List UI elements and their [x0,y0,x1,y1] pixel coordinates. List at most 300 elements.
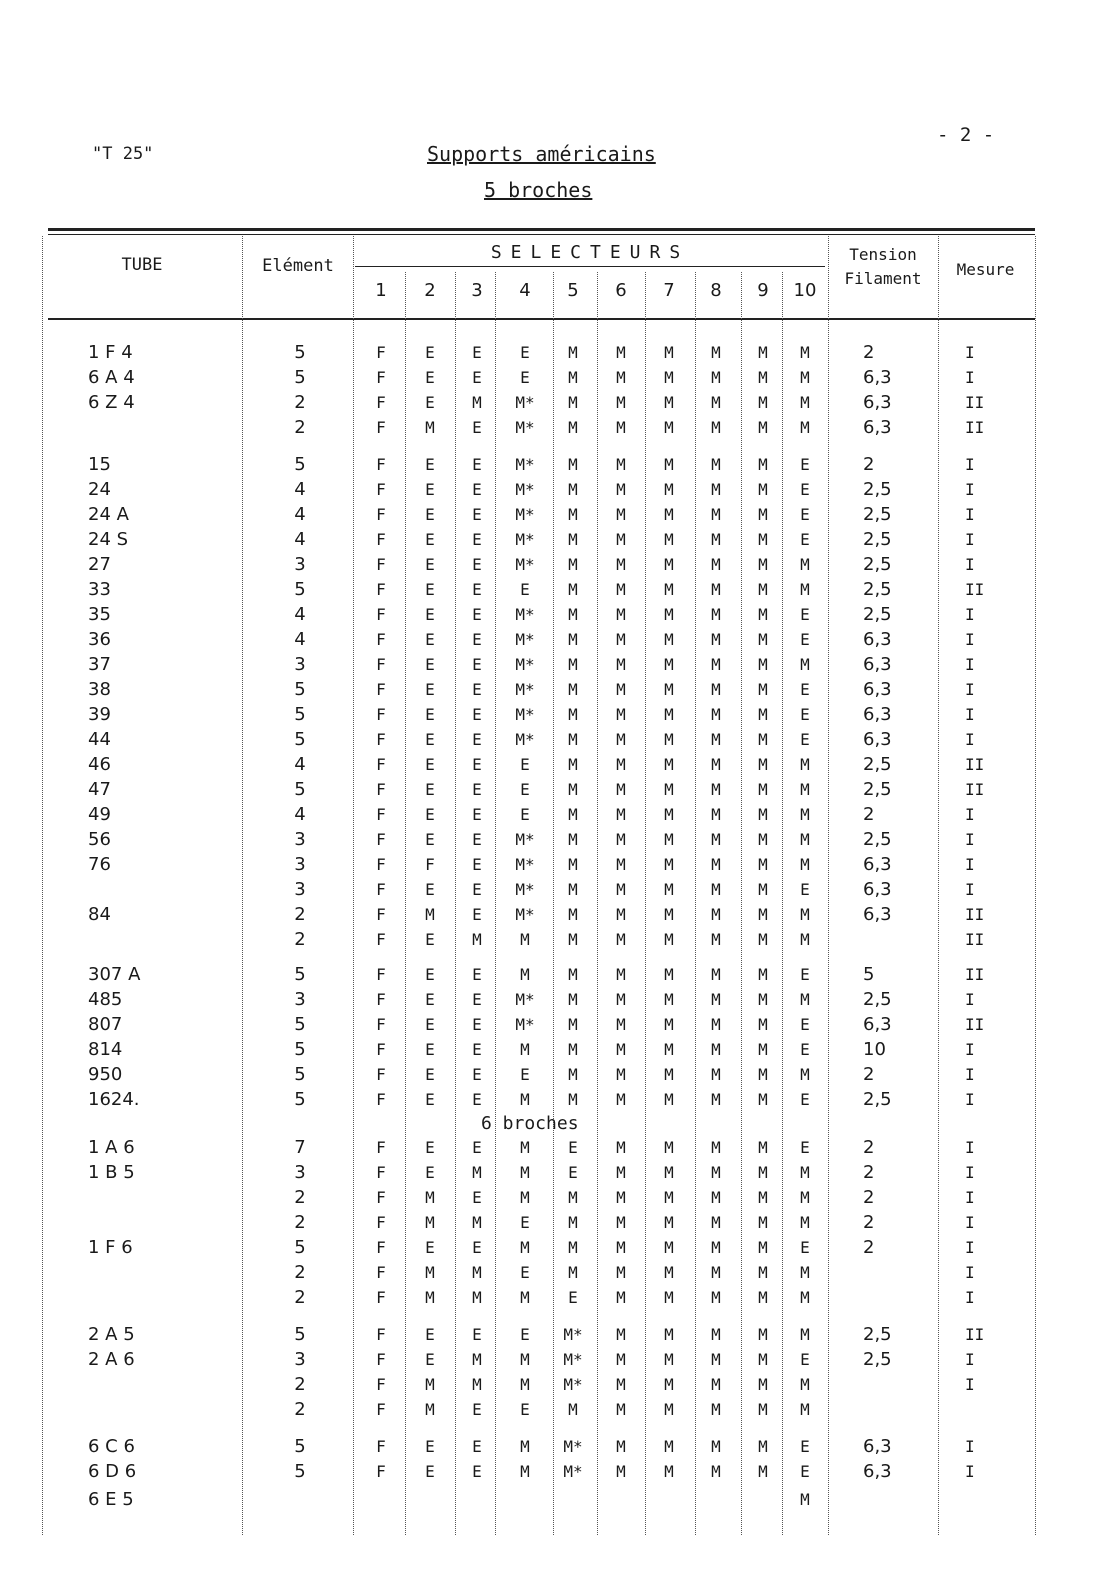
selector-cell: E [472,1400,482,1419]
selector-cell: M* [515,480,535,499]
mesure-cell: I [965,1213,975,1232]
selector-cell: M [616,1400,626,1419]
header-tension-line1: Tension [849,245,917,264]
selector-cell: M [758,455,768,474]
mesure-cell: I [965,630,975,649]
selector-cell: M [711,1350,721,1369]
tube-cell: 6 C 6 [88,1436,135,1457]
header-tension-line2: Filament [844,269,922,288]
mesure-cell: I [965,880,975,899]
selector-cell: F [376,455,386,474]
tube-cell: 1 A 6 [88,1137,135,1158]
selector-cell: M [758,1213,768,1232]
selector-cell: M [758,1015,768,1034]
selector-cell: M [616,730,626,749]
selector-cell: M [800,1213,810,1232]
selector-cell: F [376,1238,386,1257]
selector-cell: M [711,830,721,849]
selector-number: 3 [471,280,483,301]
selector-cell: M* [563,1375,583,1394]
selector-cell: E [425,1015,435,1034]
tension-cell: 6,3 [863,417,892,438]
tube-cell: 47 [88,779,111,800]
selector-cell: M [758,1040,768,1059]
tube-cell: 38 [88,679,111,700]
selector-cell: M [711,755,721,774]
selector-cell: M [616,368,626,387]
element-cell: 5 [294,729,306,750]
selector-number: 9 [757,280,769,301]
selector-cell: E [520,580,530,599]
element-cell: 5 [294,1237,306,1258]
mesure-cell: II [965,905,985,924]
selector-cell: E [568,1288,578,1307]
selector-cell: M [800,780,810,799]
selector-cell: E [472,605,482,624]
selector-cell: F [376,990,386,1009]
selector-cell: M [800,990,810,1009]
tension-cell: 2,5 [863,479,892,500]
selector-cell: M [758,905,768,924]
tension-cell: 6,3 [863,904,892,925]
tension-cell: 6,3 [863,392,892,413]
selector-cell: M [664,393,674,412]
selector-cell: M [616,1015,626,1034]
selector-cell: E [425,705,435,724]
selector-cell: E [800,480,810,499]
selector-cell: M [664,1263,674,1282]
selector-cell: M [800,930,810,949]
element-cell: 5 [294,367,306,388]
mesure-cell: I [965,1437,975,1456]
selector-cell: E [425,580,435,599]
selector-cell: M [664,680,674,699]
selector-cell: E [472,343,482,362]
selector-cell: M* [515,830,535,849]
selector-cell: E [425,805,435,824]
selector-cell: F [376,1437,386,1456]
selector-cell: M [568,630,578,649]
selector-cell: E [472,705,482,724]
tension-cell: 2 [863,1237,875,1258]
selector-cell: E [472,580,482,599]
column-divider [938,236,939,1535]
header-bottom-rule [48,318,1035,320]
selector-cell: M [425,418,435,437]
tension-cell: 6,3 [863,367,892,388]
selector-cell: E [472,1065,482,1084]
mesure-cell: I [965,805,975,824]
selector-cell: E [800,530,810,549]
selector-cell: M [758,990,768,1009]
selector-cell: M [664,580,674,599]
tube-cell: 1624. [88,1089,140,1110]
selector-cell: M [758,1462,768,1481]
selector-cell: F [376,855,386,874]
selector-cell: E [472,368,482,387]
column-divider [455,272,456,1535]
tension-cell: 2 [863,1187,875,1208]
mesure-cell: I [965,680,975,699]
selector-cell: M [568,580,578,599]
selector-cell: M [472,393,482,412]
selector-cell: M [664,1138,674,1157]
selector-cell: E [425,393,435,412]
selector-cell: M [616,930,626,949]
element-cell: 5 [294,579,306,600]
selector-cell: E [800,630,810,649]
selector-cell: M [664,418,674,437]
selector-cell: M [664,855,674,874]
element-cell: 4 [294,754,306,775]
selector-cell: M [800,1375,810,1394]
selector-cell: M [425,1188,435,1207]
tension-cell: 2,5 [863,1349,892,1370]
header-mesure: Mesure [956,260,1015,279]
selector-cell: M [711,1437,721,1456]
selector-cell: E [425,343,435,362]
selector-cell: M [568,530,578,549]
mesure-cell: I [965,1188,975,1207]
selector-cell: E [425,605,435,624]
selector-cell: E [472,505,482,524]
selector-cell: M [568,705,578,724]
tension-cell: 6,3 [863,654,892,675]
selector-cell: M [800,655,810,674]
selector-cell: M [664,905,674,924]
tension-cell: 6,3 [863,879,892,900]
selector-cell: M [568,555,578,574]
selector-cell: M [664,930,674,949]
selector-cell: M [664,730,674,749]
mesure-cell: I [965,1263,975,1282]
mesure-cell: II [965,580,985,599]
selector-cell: M [800,855,810,874]
selector-number: 4 [519,280,531,301]
selector-cell: E [800,705,810,724]
selector-cell: M [711,1188,721,1207]
selector-cell: M [664,1163,674,1182]
selector-cell: M [711,930,721,949]
selector-cell: M [758,343,768,362]
selector-number: 1 [375,280,387,301]
selector-cell: M [664,755,674,774]
selector-cell: E [425,1325,435,1344]
selector-cell: M [616,605,626,624]
tension-cell: 2,5 [863,779,892,800]
selector-cell: M [616,1375,626,1394]
tension-cell: 6,3 [863,729,892,750]
selector-cell: M [711,805,721,824]
selector-cell: E [800,1350,810,1369]
selector-cell: F [376,1065,386,1084]
selector-cell: F [376,905,386,924]
selector-cell: M [568,755,578,774]
selector-cell: E [472,805,482,824]
selector-cell: E [520,1400,530,1419]
tension-cell: 2,5 [863,554,892,575]
selector-cell: M [711,1213,721,1232]
selector-cell: M [568,930,578,949]
selector-cell: E [800,1138,810,1157]
selector-cell: M [711,480,721,499]
tension-cell: 2,5 [863,1324,892,1345]
table-top-rule [48,228,1035,231]
selector-cell: M [800,555,810,574]
selector-cell: M [568,1400,578,1419]
selector-cell: F [376,1400,386,1419]
column-divider [597,272,598,1535]
tension-cell: 2,5 [863,989,892,1010]
mesure-cell: I [965,1040,975,1059]
selector-cell: M [758,805,768,824]
selector-cell: E [800,505,810,524]
selector-cell: M [472,1163,482,1182]
selector-cell: M [616,1213,626,1232]
selector-cell: M [664,1325,674,1344]
element-cell: 2 [294,1212,306,1233]
selector-cell: M [616,1163,626,1182]
selector-cell: F [376,1138,386,1157]
selector-cell: M [664,605,674,624]
mesure-cell: II [965,393,985,412]
selector-cell: F [376,880,386,899]
selector-cell: M [711,605,721,624]
element-cell: 5 [294,679,306,700]
selector-cell: M [664,655,674,674]
selector-cell: M [711,1263,721,1282]
selector-cell: M* [515,530,535,549]
element-cell: 3 [294,1349,306,1370]
selector-cell: F [376,1015,386,1034]
selector-cell: M [616,755,626,774]
column-divider [741,272,742,1535]
selector-cell: M [472,1288,482,1307]
selector-cell: M [520,1090,530,1109]
selector-cell: E [472,1188,482,1207]
mesure-cell: I [965,990,975,1009]
selector-cell: M [520,1138,530,1157]
selector-cell: E [425,505,435,524]
tension-cell: 2,5 [863,604,892,625]
selector-cell: M [758,655,768,674]
selector-cell: F [376,680,386,699]
selector-cell: E [425,1090,435,1109]
selector-cell: M* [563,1325,583,1344]
selector-cell: M [758,1090,768,1109]
selector-cell: E [472,965,482,984]
selector-cell: M [616,880,626,899]
selector-cell: E [472,530,482,549]
selector-cell: M [664,555,674,574]
selector-cell: M [800,905,810,924]
selector-cell: E [800,680,810,699]
section-title-5-broches: 5 broches [484,178,593,202]
selector-cell: M [711,780,721,799]
tube-cell: 307 A [88,964,141,985]
selector-cell: M [800,343,810,362]
selector-cell: M [758,1375,768,1394]
column-divider [828,236,829,1535]
selector-cell: F [376,1188,386,1207]
selector-cell: M [520,1437,530,1456]
selector-cell: F [376,1263,386,1282]
selector-cell: M [568,830,578,849]
selector-cell: M [520,1375,530,1394]
selector-cell: M [568,505,578,524]
tube-cell: 485 [88,989,123,1010]
selector-cell: M [664,1065,674,1084]
mesure-cell: I [965,605,975,624]
selector-cell: M* [515,418,535,437]
selector-cell: E [520,780,530,799]
selector-cell: E [472,1325,482,1344]
selector-cell: M [758,705,768,724]
selector-cell: F [376,830,386,849]
tube-cell: 1 F 6 [88,1237,133,1258]
selector-cell: M [568,880,578,899]
selector-cell: F [376,505,386,524]
selector-cell: M [616,393,626,412]
tension-cell: 2 [863,804,875,825]
element-cell: 4 [294,479,306,500]
selector-cell: M [711,1015,721,1034]
selector-cell: E [520,343,530,362]
selector-cell: E [800,1015,810,1034]
selector-number: 10 [793,280,817,301]
selector-cell: M [664,1288,674,1307]
selector-cell: M [758,1288,768,1307]
tube-cell: 24 [88,479,111,500]
tube-cell: 2 A 5 [88,1324,135,1345]
selector-cell: M [758,480,768,499]
selector-cell: E [472,1090,482,1109]
selector-cell: M [758,393,768,412]
selector-cell: M [616,1090,626,1109]
selector-cell: M [758,730,768,749]
selector-cell: M [800,580,810,599]
selector-cell: M [568,1213,578,1232]
selector-cell: E [472,480,482,499]
mesure-cell: I [965,1163,975,1182]
selector-cell: M [758,1325,768,1344]
selector-cell: M [472,930,482,949]
column-divider [42,236,43,1535]
tube-cell: 49 [88,804,111,825]
tube-cell: 37 [88,654,111,675]
selector-cell: M [568,455,578,474]
tube-cell: 1 B 5 [88,1162,135,1183]
element-cell: 2 [294,1374,306,1395]
tube-cell: 6 D 6 [88,1461,137,1482]
selector-cell: M* [515,855,535,874]
selector-cell: M [711,630,721,649]
element-cell: 4 [294,604,306,625]
selector-cell: M [711,1163,721,1182]
element-cell: 5 [294,779,306,800]
mesure-cell: I [965,480,975,499]
selector-cell: M [711,505,721,524]
selector-cell: M [800,368,810,387]
tube-cell: 84 [88,904,111,925]
header-tension-filament [828,243,938,291]
selector-cell: F [376,1090,386,1109]
selector-cell: M [664,1375,674,1394]
selector-cell: F [376,780,386,799]
selector-cell: M [711,905,721,924]
element-cell: 3 [294,989,306,1010]
selector-cell: E [472,655,482,674]
mesure-cell: II [965,755,985,774]
element-cell: 5 [294,1089,306,1110]
selector-cell: M [425,905,435,924]
selector-number: 8 [710,280,722,301]
selector-cell: E [472,830,482,849]
selector-cell: F [376,393,386,412]
selector-cell: M [568,480,578,499]
selector-cell: M [664,1188,674,1207]
selector-cell: E [472,755,482,774]
element-cell: 4 [294,529,306,550]
selector-cell: M [568,605,578,624]
selector-cell: M [758,1138,768,1157]
selector-cell: M [472,1213,482,1232]
selector-cell: M [758,555,768,574]
column-divider [1035,236,1036,1535]
selector-cell: F [376,343,386,362]
selector-cell: M [664,480,674,499]
mesure-cell: I [965,1288,975,1307]
tension-cell: 2 [863,454,875,475]
element-cell: 3 [294,854,306,875]
selector-cell: E [425,1437,435,1456]
selector-cell: M [616,343,626,362]
selector-cell: M [800,1163,810,1182]
tube-cell: 814 [88,1039,123,1060]
column-divider [353,236,354,1535]
selector-cell: M [711,680,721,699]
selector-cell: M [711,1238,721,1257]
selector-cell: M [616,1188,626,1207]
selector-cell: M [568,368,578,387]
selector-cell: M [711,368,721,387]
selector-number: 5 [567,280,579,301]
selector-cell: F [376,730,386,749]
selector-cell: E [472,1238,482,1257]
element-cell: 2 [294,929,306,950]
selector-cell: M [616,705,626,724]
selector-cell: M* [563,1437,583,1456]
selector-cell: E [425,455,435,474]
selector-cell: M [616,505,626,524]
selector-cell: M [758,1350,768,1369]
selector-cell: F [376,1462,386,1481]
element-cell: 5 [294,1064,306,1085]
selector-cell: M* [515,393,535,412]
selector-cell: E [520,1263,530,1282]
mesure-cell: I [965,368,975,387]
selector-cell: F [376,480,386,499]
selector-cell: M [520,1188,530,1207]
selector-cell: M [664,780,674,799]
selector-cell: M [568,343,578,362]
selector-cell: M [616,480,626,499]
element-cell: 4 [294,504,306,525]
selector-cell: M [664,1462,674,1481]
selector-cell: E [800,1462,810,1481]
selector-cell: M [758,1238,768,1257]
selector-cell: M [664,630,674,649]
